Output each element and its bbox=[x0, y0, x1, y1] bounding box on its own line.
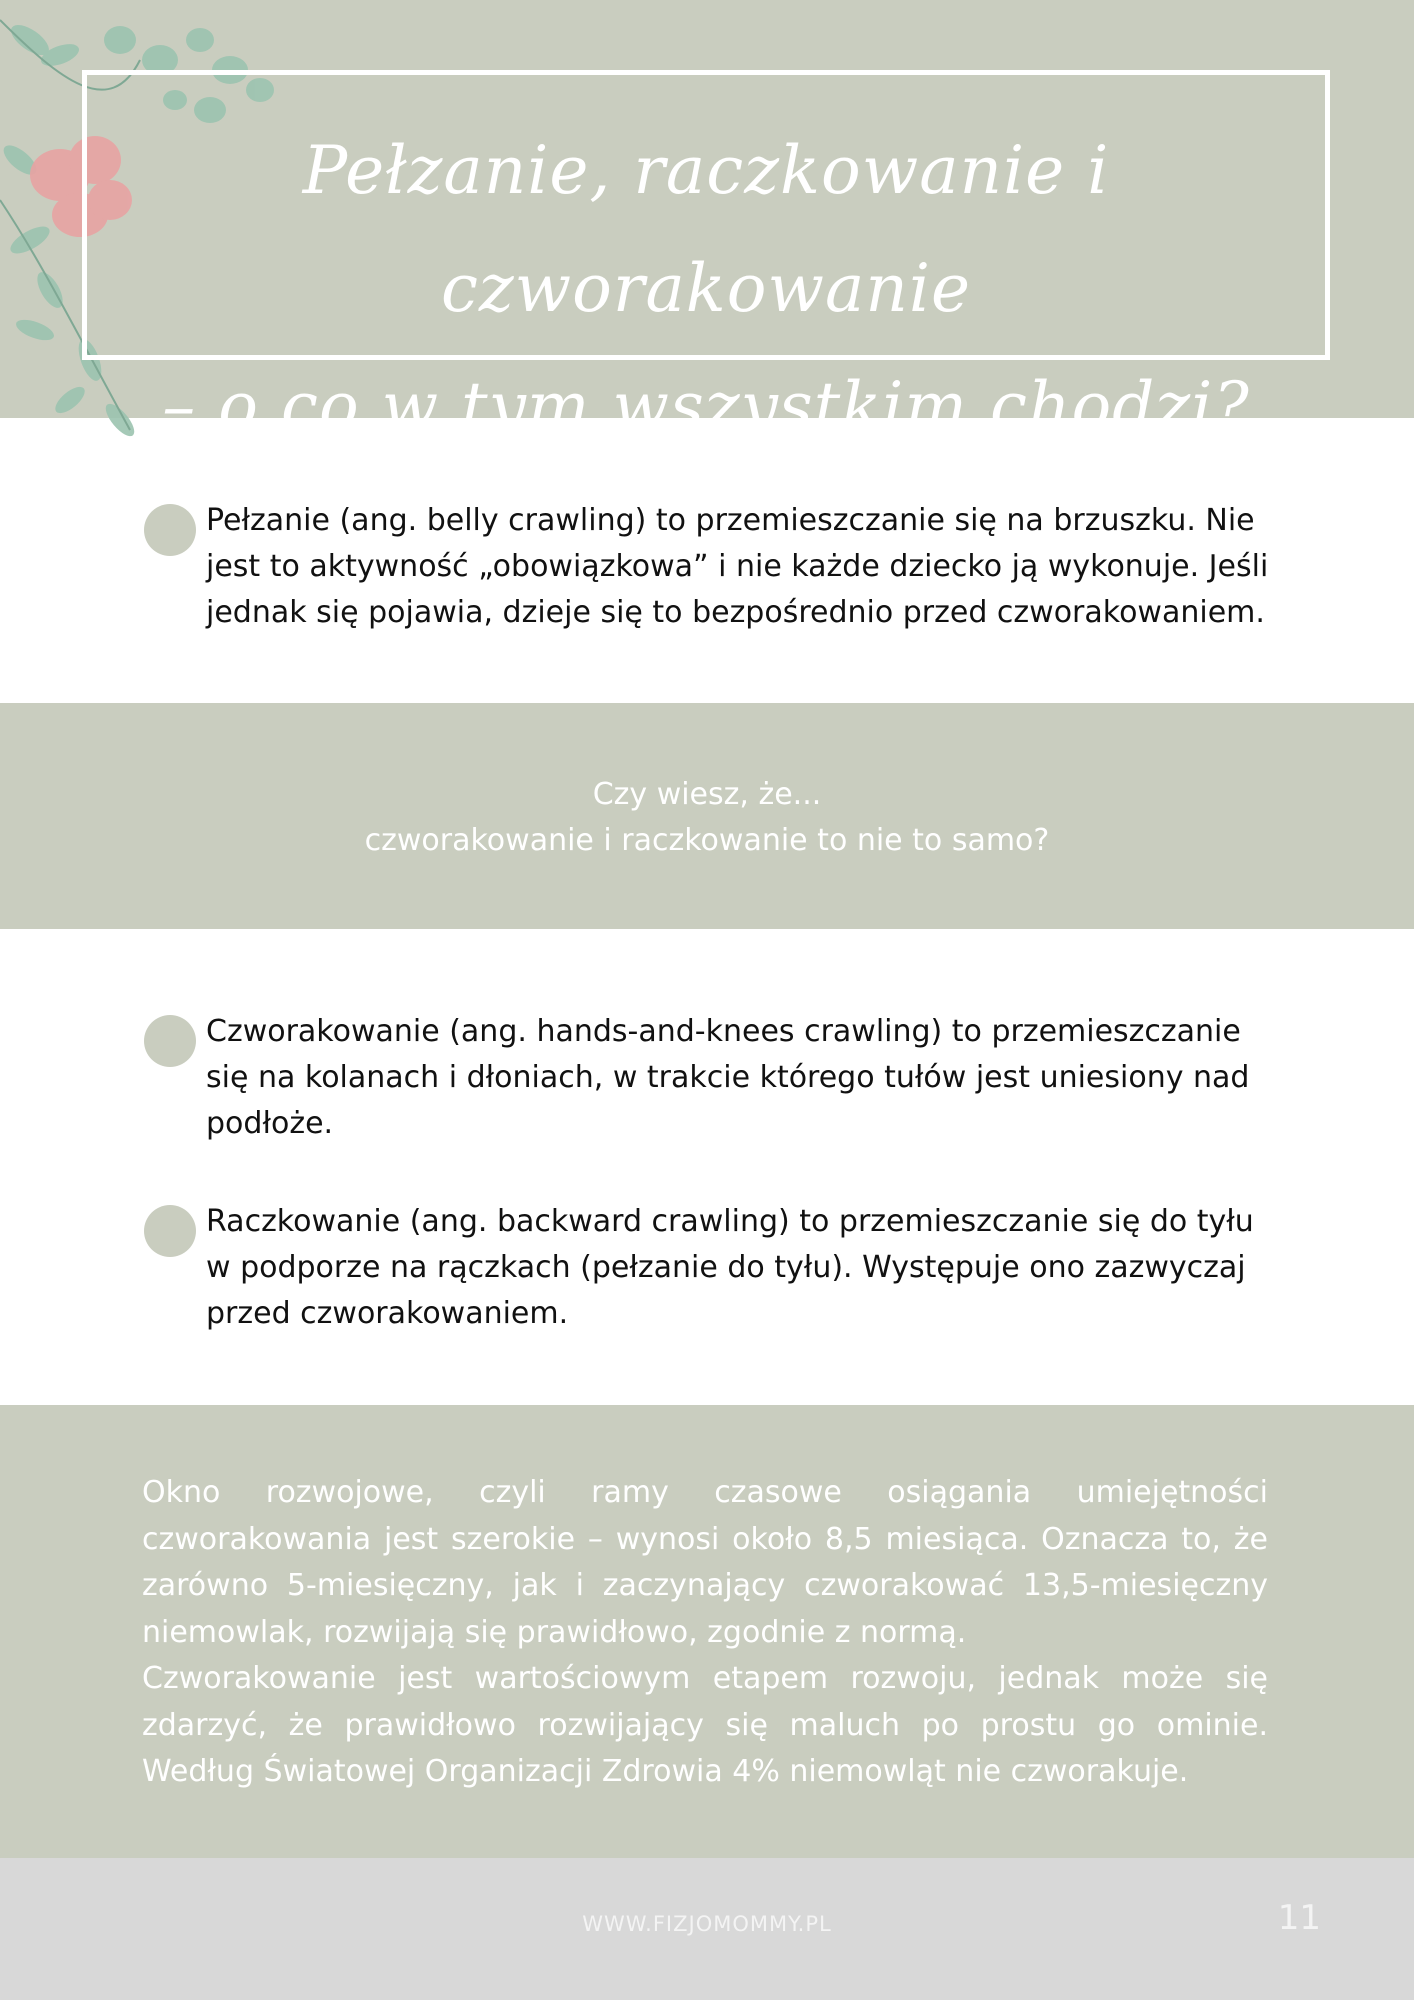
bullet-item-belly-crawling bbox=[144, 498, 1274, 636]
page-footer bbox=[0, 1858, 1414, 2000]
developmental-window-band bbox=[0, 1405, 1414, 1858]
header-band bbox=[0, 0, 1414, 445]
footer-website-url: WWW.FIZJOMOMMY.PL bbox=[582, 1912, 832, 1936]
bullet-dot bbox=[144, 1015, 196, 1067]
bullet-text: Pełzanie (ang. belly crawling) to przemieszczanie się na brzuszku. Nie jest to aktywność „obowiązkowa” i nie każde dziecko ją wykonuje. Jeśli jednak się pojawia, dzieje się to bezpośrednio przed czworakowaniem. bbox=[206, 503, 1269, 630]
developmental-window-paragraph-2: Czworakowanie jest wartościowym etapem rozwoju, jednak może się zdarzyć, że prawidłowo rozwijający się maluch po prostu go ominie. Według Światowej Organizacji Zdrowia 4% niemowląt nie czworakuje. bbox=[142, 1661, 1268, 1789]
did-you-know-band bbox=[0, 703, 1414, 929]
did-you-know-question: czworakowanie i raczkowanie to nie to samo? bbox=[364, 823, 1050, 858]
bullet-item-hands-and-knees bbox=[144, 1009, 1274, 1147]
page-title-line-2: – o co w tym wszystkim chodzi? bbox=[162, 368, 1250, 445]
bullet-text: Czworakowanie (ang. hands-and-knees crawling) to przemieszczanie się na kolanach i dłoniach, w trakcie którego tułów jest uniesiony nad podłoże. bbox=[206, 1014, 1250, 1141]
developmental-window-text bbox=[142, 1470, 1268, 1796]
bullet-item-backward-crawling bbox=[144, 1199, 1274, 1337]
page-title bbox=[82, 112, 1330, 466]
bullet-dot bbox=[144, 1205, 196, 1257]
did-you-know-heading: Czy wiesz, że... bbox=[592, 777, 822, 812]
page-title-line-1: Pełzanie, raczkowanie i czworakowanie bbox=[302, 132, 1110, 327]
page-number: 11 bbox=[1277, 1898, 1321, 1938]
bullet-dot bbox=[144, 504, 196, 556]
developmental-window-paragraph-1: Okno rozwojowe, czyli ramy czasowe osiągania umiejętności czworakowania jest szerokie – wynosi około 8,5 miesiąca. Oznacza to, że zarówno 5-miesięczny, jak i zaczynający czworakować 13,5-miesięczny niemowlak, rozwijają się prawidłowo, zgodnie z normą. bbox=[142, 1475, 1268, 1650]
bullet-text: Raczkowanie (ang. backward crawling) to przemieszczanie się do tyłu w podporze na rączkach (pełzanie do tyłu). Występuje ono zazwyczaj przed czworakowaniem. bbox=[206, 1204, 1254, 1331]
